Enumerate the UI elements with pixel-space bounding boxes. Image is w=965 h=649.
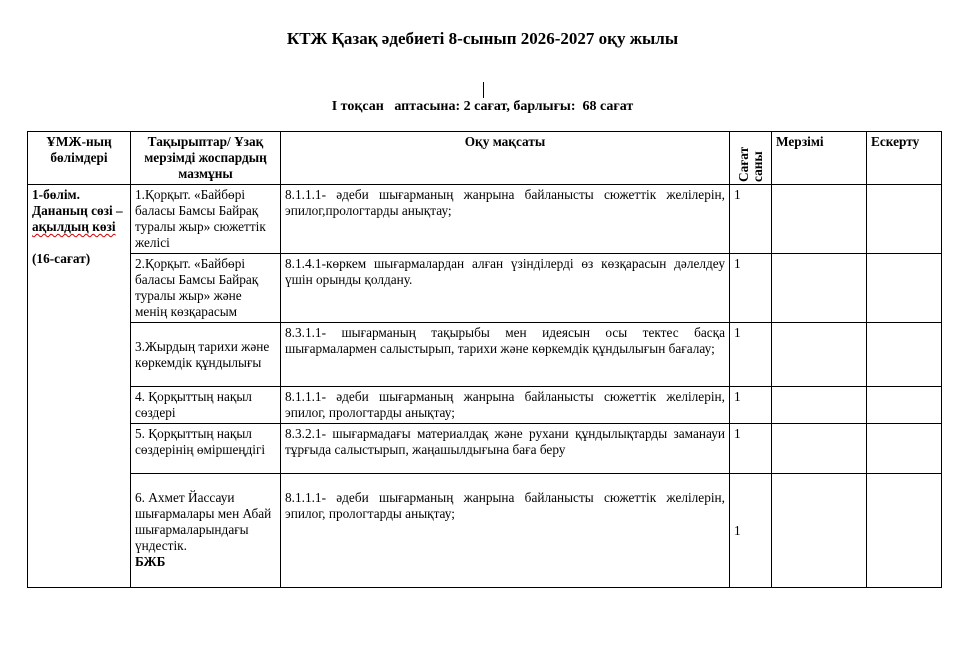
goal-cell: 8.1.1.1- әдеби шығарманың жанрына байланысты сюжеттік желілерін, эпилог, прологтарды анықтау; [281, 474, 730, 588]
note-cell [867, 323, 942, 387]
document-subtitle: І тоқсан аптасына: 2 сағат, барлығы: 68 сағат [331, 99, 634, 114]
note-cell [867, 185, 942, 254]
header-date: Мерзімі [772, 132, 867, 185]
topic-bjb: БЖБ [135, 554, 166, 569]
topic-cell: 5. Қорқыттың нақыл сөздерінің өміршеңдігі [131, 424, 281, 474]
section-line2: Дананың сөзі – ақылдың көзі [32, 203, 123, 234]
note-cell [867, 424, 942, 474]
header-note: Ескерту [867, 132, 942, 185]
goal-cell: 8.3.1.1- шығарманың тақырыбы мен идеясын осы тектес басқа шығармалармен салыстырып, тарихи және көркемдік құндылығын бағалау; [281, 323, 730, 387]
note-cell [867, 387, 942, 424]
date-cell [772, 254, 867, 323]
table-row [28, 474, 942, 588]
date-cell [772, 387, 867, 424]
date-cell [772, 474, 867, 588]
hours-cell: 1 [730, 185, 772, 254]
date-cell [772, 185, 867, 254]
date-cell [772, 424, 867, 474]
topic-cell: 4. Қорқыттың нақыл сөздері [131, 387, 281, 424]
goal-cell: 8.1.1.1- әдеби шығарманың жанрына байланысты сюжеттік желілерін, эпилог,прологтарды анықтау; [281, 185, 730, 254]
header-hours-cell [730, 132, 772, 185]
date-cell [772, 323, 867, 387]
table-row [28, 185, 942, 254]
hours-cell: 1 [730, 474, 772, 588]
topic-cell: 3.Жырдың тарихи және көркемдік құндылығы [131, 323, 281, 387]
header-row [28, 132, 942, 185]
goal-cell: 8.1.4.1-көркем шығармалардан алған үзінділерді өз көзқарасын дәлелдеу үшін орынды қолдану. [281, 254, 730, 323]
hours-cell: 1 [730, 387, 772, 424]
header-section: ҰМЖ-ның бөлімдері [28, 132, 131, 185]
table-row [28, 424, 942, 474]
hours-cell: 1 [730, 254, 772, 323]
table-row [28, 387, 942, 424]
section-cell [28, 185, 131, 588]
hours-cell: 1 [730, 424, 772, 474]
section-hours: (16-сағат) [32, 251, 91, 266]
header-topics: Тақырыптар/ Ұзақ мерзімді жоспардың мазмұны [131, 132, 281, 185]
topic-cell: 2.Қорқыт. «Байбөрі баласы Бамсы Байрақ туралы жыр» және менің көзқарасым [131, 254, 281, 323]
goal-cell: 8.1.1.1- әдеби шығарманың жанрына байланысты сюжеттік желілерін, эпилог, прологтарды анықтау; [281, 387, 730, 424]
topic-cell: 1.Қорқыт. «Байбөрі баласы Бамсы Байрақ туралы жыр» сюжеттік желісі [131, 185, 281, 254]
header-goals: Оқу мақсаты [281, 132, 730, 185]
spellcheck-underline: ақылдың көзі [32, 219, 116, 234]
text-cursor [483, 82, 484, 98]
header-hours: Сағат саны [735, 146, 765, 182]
goal-cell: 8.3.2.1- шығармадағы материалдақ және рухани құндылықтарды заманауи тұрғыда салыстырып, жаңашылдығына баға беру [281, 424, 730, 474]
document-title: КТЖ Қазақ әдебиеті 8-сынып 2026-2027 оқу жылы [286, 29, 679, 48]
plan-table [27, 131, 942, 588]
table-row [28, 254, 942, 323]
topic-cell: 6. Ахмет Йассауи шығармалары мен Абай шығармаларындағы үндестік. БЖБ [131, 474, 281, 588]
note-cell [867, 474, 942, 588]
note-cell [867, 254, 942, 323]
section-line1: 1-бөлім. [32, 187, 80, 202]
hours-cell: 1 [730, 323, 772, 387]
table-row [28, 323, 942, 387]
